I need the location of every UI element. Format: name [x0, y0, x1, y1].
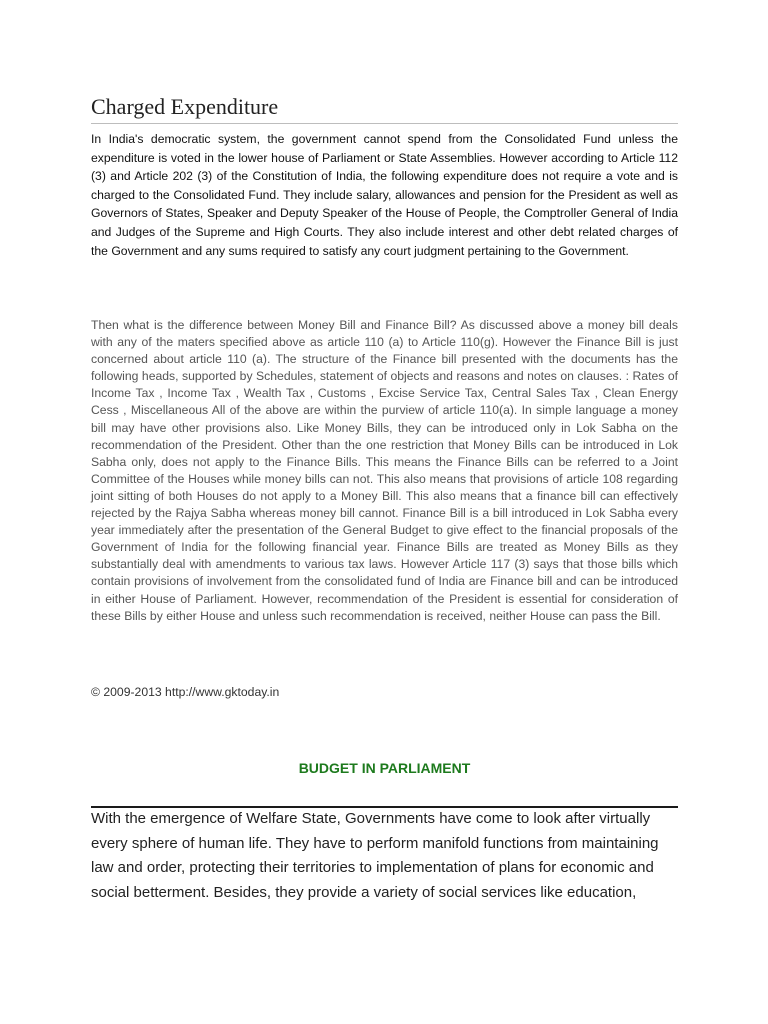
- charged-expenditure-paragraph: In India's democratic system, the government cannot spend from the Consolidated Fund unless the expenditure is voted in the lower house of Parliament or State Assemblies. However according to Article 112 (3) and Article 202 (3) of the Constitution of India, the following expenditure does not require a vote and is charged to the Consolidated Fund. They include salary, allowances and pension for the President as well as Governors of States, Speaker and Deputy Speaker of the House of People, the Comptroller General of India and Judges of the Supreme and High Courts. They also include interest and other debt related charges of the Government and any sums required to satisfy any court judgment pertaining to the Government.: [91, 132, 678, 258]
- budget-heading: BUDGET IN PARLIAMENT: [298, 760, 471, 776]
- copyright-notice: © 2009-2013 http://www.gktoday.in: [91, 685, 280, 699]
- page-title: Charged Expenditure: [91, 93, 678, 124]
- budget-paragraph: With the emergence of Welfare State, Governments have come to look after virtually every sphere of human life. They have to perform manifold functions from maintaining law and order, protecting their territories to implementation of plans for economic and social betterment. Besides, they provide a variety of social services like education,: [91, 810, 659, 901]
- money-bill-paragraph: Then what is the difference between Money Bill and Finance Bill? As discussed above a money bill deals with any of the maters specified above as article 110 (a) to Article 110(g). However the Finance Bill is just concerned about article 110 (a). The structure of the Finance bill presented with the documents has the following heads, supported by Schedules, statement of objects and reasons and notes on clauses. : Rates of Income Tax , Income Tax , Wealth Tax , Customs , Excise Service Tax, Central Sales Tax , Clean Energy Cess , Miscellaneous All of the above are within the purview of article 110(a). In simple language a money bill may have other provisions also. Like Money Bills, they can be introduced only in Lok Sabha on the recommendation of the President. Other than the one restriction that Money Bills can be introduced in Lok Sabha only, does not apply to the Finance Bills. This means the Finance Bills can be referred to a Joint Committee of the Houses while money bills can not. This also means that provisions of article 108 regarding joint sitting of both Houses do not apply to a Money Bill. This also means that a finance bill can effectively rejected by the Rajya Sabha whereas money bill cannot. Finance Bill is a bill introduced in Lok Sabha every year immediately after the presentation of the General Budget to give effect to the financial proposals of the Government of India for the following financial year. Finance Bills are treated as Money Bills as they substantially deal with amendments to various tax laws. However Article 117 (3) says that those bills which contain provisions of involvement from the consolidated fund of India are Finance bill and can be introduced in either House of Parliament. However, recommendation of the President is essential for consideration of these Bills by either House and unless such recommendation is received, neither House can pass the Bill.: [91, 318, 678, 623]
